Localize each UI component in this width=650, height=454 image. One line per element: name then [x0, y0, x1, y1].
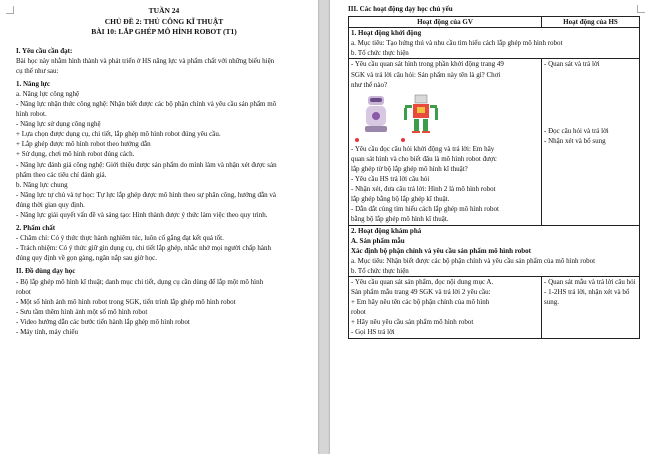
- text-line: - Quan sát và trả lời: [544, 60, 600, 69]
- activity1-student-cell: [542, 59, 640, 225]
- text-line: - Sưu tầm thêm hình ảnh một số mô hình robot: [16, 307, 148, 316]
- activity2-title: 2. Hoạt động khám phá: [351, 226, 422, 235]
- text-line: - Trách nhiệm: Có ý thức giữ gìn dụng cụ, chi tiết lắp ghép, nhắc nhở mọi người chấp hành: [16, 244, 271, 253]
- text-line: - Năng lực sử dụng công nghệ: [16, 120, 101, 129]
- document-page-left: [0, 0, 318, 454]
- activity1-title: 1. Hoạt động khởi động: [351, 29, 422, 38]
- bullet-icon: [355, 138, 359, 142]
- text-line: - Quan sát mẫu và trả lời câu hỏi: [544, 277, 636, 286]
- activity2-teacher-cell: [349, 276, 542, 338]
- activity1-teacher-cell: [349, 59, 542, 225]
- table-row: [349, 276, 640, 338]
- text-line: lắp ghép bằng bộ lắp ghép kĩ thuật.: [351, 195, 450, 204]
- robot-kit-image: [401, 94, 441, 134]
- text-line: - Chăm chỉ: Có ý thức thực hành nghiêm túc, luôn cố gắng đạt kết quả tốt.: [16, 234, 224, 243]
- section-competence: 1. Năng lực: [16, 79, 50, 88]
- text-line: - Video hướng dẫn các bước tiến hành lắp ghép mô hình robot: [16, 317, 190, 326]
- text-line: + Sử dụng, chơi mô hình robot đúng cách.: [16, 150, 135, 159]
- text-line: - Đọc câu hỏi và trả lời: [544, 126, 609, 135]
- text-line: - 1-2HS trả lời, nhận xét và bổ: [544, 288, 630, 297]
- text-line: + Em hãy nêu tên các bộ phận chính của mô hình: [351, 298, 490, 307]
- text-line: - Năng lực giải quyết vấn đề và sáng tạo: Hình thành được ý thức làm việc theo quy trình.: [16, 211, 268, 219]
- text-line: Bài học này nhằm hình thành và phát triển ở HS năng lực và phẩm chất với những biểu hiện: [16, 56, 275, 65]
- activity1-header-cell: [349, 28, 640, 59]
- activities-heading: III. Các hoạt động dạy học chủ yếu: [348, 5, 453, 13]
- activity2-header-cell: [349, 225, 640, 276]
- text-line: - Yêu cầu quan sát hình trong phần khởi động trang 49: [351, 60, 504, 69]
- text-line: - Yêu cầu HS trả lời câu hỏi: [351, 175, 430, 184]
- activity1-org: b. Tổ chức thực hiện: [351, 49, 409, 58]
- text-line: - Nhận xét, đưa câu trả lời: Hình 2 là mô hình robot: [351, 185, 496, 194]
- text-line: đúng quy định về gọn gàng, ngăn nắp sau giờ học.: [16, 254, 157, 263]
- text-line: a. Năng lực công nghệ: [16, 89, 80, 98]
- text-line: đúng thời gian quy định.: [16, 200, 85, 209]
- text-line: như thế nào?: [351, 80, 388, 89]
- text-line: lắp ghép từ bộ lắp ghép mô hình kĩ thuật?: [351, 164, 468, 173]
- right-page-content: [348, 4, 646, 339]
- table-row: [349, 28, 640, 59]
- image-caption-marks: [351, 136, 539, 144]
- text-line: - Yêu cầu quan sát sản phẩm, đọc nội dung mục A.: [351, 277, 494, 286]
- activity2-bold-line: Xác định bộ phận chính và yêu cầu sản phẩm mô hình robot: [351, 246, 531, 255]
- spacer: [544, 70, 637, 126]
- text-line: - Năng lực tự chủ và tự học: Tự lực lắp ghép được mô hình theo sự phân công, hướng dẫn và: [16, 190, 277, 199]
- left-page-content: [16, 6, 312, 337]
- text-line: sung.: [544, 298, 559, 307]
- text-line: - Máy tính, máy chiếu: [16, 328, 79, 337]
- document-page-right: [330, 0, 650, 454]
- robot-images: [351, 94, 539, 134]
- text-line: - Bộ lắp ghép mô hình kĩ thuật; danh mục chi tiết, dụng cụ cần dùng để lắp một mô hình: [16, 277, 264, 286]
- robot-toy-image: [357, 94, 395, 134]
- section-requirements: I. Yêu cầu cần đạt:: [16, 46, 73, 55]
- week-title: TUẦN 24: [148, 6, 180, 15]
- text-line: cụ thể như sau:: [16, 66, 59, 75]
- table-row: [349, 225, 640, 276]
- bullet-icon: [401, 138, 405, 142]
- text-line: - Yêu cầu đọc câu hỏi khởi động và trả lời: Em hãy: [351, 144, 495, 153]
- activity1-goal: a. Mục tiêu: Tạo hứng thú và nhu cầu tìm hiểu cách lắp ghép mô hình robot: [351, 39, 563, 48]
- text-line: - Một số hình ảnh mô hình robot trong SGK, tiến trình lắp ghép mô hình robot: [16, 297, 236, 306]
- table-header-row: [349, 17, 640, 28]
- header-student: Hoạt động của HS: [542, 17, 640, 28]
- text-line: - Nhận xét và bổ sung: [544, 136, 606, 145]
- text-line: + Hãy nêu yêu cầu sản phẩm mô hình robot: [351, 318, 474, 327]
- text-line: SGK và trả lời câu hỏi: Sản phẩm này tên là gì? Chơi: [351, 70, 501, 79]
- text-line: robot: [351, 308, 366, 317]
- margin-mark: [6, 6, 14, 14]
- text-line: hình robot.: [16, 110, 47, 119]
- text-line: Sản phẩm mẫu trang 49 SGK và trả lời 2 yêu cầu:: [351, 288, 491, 297]
- section-materials: II. Đồ dùng dạy học: [16, 267, 76, 276]
- text-line: - Năng lực nhận thức công nghệ: Nhận biết được các bộ phận chính và yêu cầu sản phẩm mô: [16, 99, 277, 108]
- activity2-org: b. Tổ chức thực hiện: [351, 266, 409, 275]
- topic-title: CHỦ ĐỀ 2: THỦ CÔNG KĨ THUẬT: [104, 16, 224, 26]
- text-line: - Dẫn dắt cùng tìm hiểu cách lắp ghép mô hình robot: [351, 205, 499, 214]
- text-line: - Gọi HS trả lời: [351, 328, 395, 337]
- lesson-title: BÀI 10: LẮP GHÉP MÔ HÌNH ROBOT (T1): [91, 27, 237, 36]
- activity2-subtitle: A. Sản phẩm mẫu: [351, 236, 405, 245]
- text-line: bằng bộ lắp ghép mô hình kĩ thuật.: [351, 215, 449, 224]
- activity2-goal: a. Mục tiêu: Nhận biết được các bộ phận chính và yêu cầu sản phẩm của mô hình robot: [351, 256, 596, 265]
- table-row: [349, 59, 640, 225]
- text-line: robot: [16, 287, 31, 296]
- text-line: b. Năng lực chung: [16, 180, 68, 189]
- text-line: phẩm theo các tiêu chí đánh giá.: [16, 170, 107, 179]
- activities-table: [348, 16, 640, 338]
- text-line: quan sát hình và cho biết đâu là mô hình robot được: [351, 154, 497, 163]
- section-qualities: 2. Phẩm chất: [16, 224, 56, 233]
- header-teacher: Hoạt động của GV: [349, 17, 542, 28]
- text-line: + Lựa chọn được dụng cụ, chi tiết, lắp ghép mô hình robot đúng yêu cầu.: [16, 130, 221, 139]
- activity2-student-cell: [542, 276, 640, 338]
- text-line: + Lắp ghép được mô hình robot theo hướng dẫn: [16, 140, 151, 149]
- text-line: - Năng lực đánh giá công nghệ: Giới thiệu được sản phẩm do mình làm và nhận xét được sản: [16, 160, 277, 169]
